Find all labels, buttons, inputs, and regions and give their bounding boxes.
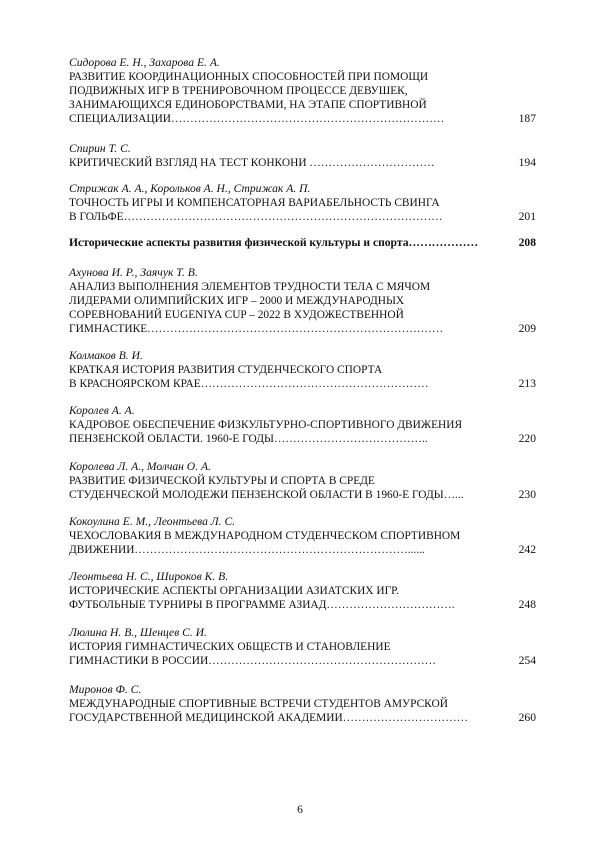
entry-page-number: 194 <box>518 156 536 169</box>
entry-title-line: ИСТОРИЯ ГИМНАСТИЧЕСКИХ ОБЩЕСТВ И СТАНОВЛЕНИЕ <box>69 641 391 653</box>
toc-entry <box>69 460 534 502</box>
page-number-footer: 6 <box>297 803 303 816</box>
entry-page-number: 242 <box>518 543 536 556</box>
entry-authors: Леонтьева Н. С., Широков К. В. <box>69 570 229 583</box>
entry-title-line: ФУТБОЛЬНЫЕ ТУРНИРЫ В ПРОГРАММЕ АЗИАД……………………………. <box>69 599 455 611</box>
entry-title-line: КРАТКАЯ ИСТОРИЯ РАЗВИТИЯ СТУДЕНЧЕСКОГО СПОРТА <box>69 364 383 376</box>
entry-page-number: 230 <box>518 488 536 501</box>
entry-title <box>69 363 534 391</box>
entry-title-line: РАЗВИТИЕ ФИЗИЧЕСКОЙ КУЛЬТУРЫ И СПОРТА В СРЕДЕ <box>69 475 375 487</box>
entry-page-number: 187 <box>518 112 536 125</box>
toc-entry <box>69 570 534 612</box>
entry-title-line: АНАЛИЗ ВЫПОЛНЕНИЯ ЭЛЕМЕНТОВ ТРУДНОСТИ ТЕЛА С МЯЧОМ <box>69 281 431 293</box>
entry-title-line: СТУДЕНЧЕСКОЙ МОЛОДЕЖИ ПЕНЗЕНСКОЙ ОБЛАСТИ В 1960-Е ГОДЫ…... <box>69 489 464 501</box>
toc-entry <box>69 266 534 336</box>
entry-authors: Кокоулина Е. М., Леонтьева Л. С. <box>69 515 236 528</box>
toc-entry <box>69 626 534 668</box>
entry-title-line: ТОЧНОСТЬ ИГРЫ И КОМПЕНСАТОРНАЯ ВАРИАБЕЛЬНОСТЬ СВИНГА <box>69 197 440 209</box>
entry-authors: Миронов Ф. С. <box>69 683 142 696</box>
entry-authors: Люлина Н. В., Шенцев С. И. <box>69 626 207 639</box>
toc-entry <box>69 515 534 557</box>
entry-authors: Стрижак А. А., Корольков А. Н., Стрижак А. П. <box>69 182 311 195</box>
entry-title <box>69 70 534 126</box>
entry-title <box>69 156 534 170</box>
entry-title-line: ГИМНАСТИКИ В РОССИИ…………………………………………………… <box>69 655 437 667</box>
entry-title-line: ПОДВИЖНЫХ ИГР В ТРЕНИРОВОЧНОМ ПРОЦЕССЕ ДЕВУШЕК, <box>69 85 408 97</box>
section-heading <box>69 236 534 250</box>
toc-entry <box>69 404 534 446</box>
entry-title-line: КАДРОВОЕ ОБЕСПЕЧЕНИЕ ФИЗКУЛЬТУРНО-СПОРТИВНОГО ДВИЖЕНИЯ <box>69 419 463 431</box>
entry-title-line: ГИМНАСТИКЕ…………………………………………………………………… <box>69 323 444 335</box>
entry-title-line: ЗАНИМАЮЩИХСЯ ЕДИНОБОРСТВАМИ, НА ЭТАПЕ СПОРТИВНОЙ <box>69 99 427 111</box>
entry-title-line: ЧЕХОСЛОВАКИЯ В МЕЖДУНАРОДНОМ СТУДЕНЧЕСКОМ СПОРТИВНОМ <box>69 530 461 542</box>
entry-authors: Колмаков В. И. <box>69 349 143 362</box>
entry-title-line: В КРАСНОЯРСКОМ КРАЕ…………………………………………………… <box>69 378 429 390</box>
toc-entry <box>69 182 534 224</box>
toc-entry <box>69 683 534 725</box>
entry-title-line: КРИТИЧЕСКИЙ ВЗГЛЯД НА ТЕСТ КОНКОНИ …………………………… <box>69 157 435 169</box>
entry-title-line: СОРЕВНОВАНИЙ EUGENIYA CUP – 2022 В ХУДОЖЕСТВЕННОЙ <box>69 309 404 321</box>
entry-title <box>69 640 534 668</box>
section-heading-text: Исторические аспекты развития физической культуры и спорта……………… <box>69 236 479 249</box>
entry-title <box>69 529 534 557</box>
entry-title-line: СПЕЦИАЛИЗАЦИИ……………………………………………………………… <box>69 113 445 125</box>
toc-entry <box>69 142 534 170</box>
entry-title-line: ПЕНЗЕНСКОЙ ОБЛАСТИ. 1960-Е ГОДЫ………………………………….. <box>69 433 428 445</box>
entry-title-line: ГОСУДАРСТВЕННОЙ МЕДИЦИНСКОЙ АКАДЕМИИ…………………………… <box>69 712 468 724</box>
entry-page-number: 248 <box>518 598 536 611</box>
entry-page-number: 209 <box>518 322 536 335</box>
entry-title <box>69 280 534 336</box>
entry-authors: Сидорова Е. Н., Захарова Е. А. <box>69 56 220 69</box>
entry-page-number: 201 <box>518 210 536 223</box>
entry-title-line: МЕЖДУНАРОДНЫЕ СПОРТИВНЫЕ ВСТРЕЧИ СТУДЕНТОВ АМУРСКОЙ <box>69 698 448 710</box>
entry-title <box>69 196 534 224</box>
entry-page-number: 213 <box>518 377 536 390</box>
entry-page-number: 220 <box>518 432 536 445</box>
toc-entry <box>69 56 534 126</box>
entry-title-line: ИСТОРИЧЕСКИЕ АСПЕКТЫ ОРГАНИЗАЦИИ АЗИАТСКИХ ИГР. <box>69 585 399 597</box>
entry-authors: Королева Л. А., Молчан О. А. <box>69 460 211 473</box>
entry-authors: Ахунова И. Р., Заячук Т. В. <box>69 266 198 279</box>
entry-authors: Спирин Т. С. <box>69 142 131 155</box>
entry-title <box>69 584 534 612</box>
section-page-number: 208 <box>518 236 536 249</box>
entry-title <box>69 418 534 446</box>
entry-page-number: 260 <box>518 711 536 724</box>
entry-title-line: ДВИЖЕНИИ………………………………………………………………...... <box>69 544 425 556</box>
entry-page-number: 254 <box>518 654 536 667</box>
entry-title-line: РАЗВИТИЕ КООРДИНАЦИОННЫХ СПОСОБНОСТЕЙ ПРИ ПОМОЩИ <box>69 71 429 83</box>
entry-title-line: ЛИДЕРАМИ ОЛИМПИЙСКИХ ИГР – 2000 И МЕЖДУНАРОДНЫХ <box>69 295 405 307</box>
toc-entry <box>69 349 534 391</box>
entry-title <box>69 474 534 502</box>
entry-title-line: В ГОЛЬФЕ………………………………………………………………………… <box>69 211 443 223</box>
entry-authors: Королев А. А. <box>69 404 135 417</box>
entry-title <box>69 697 534 725</box>
